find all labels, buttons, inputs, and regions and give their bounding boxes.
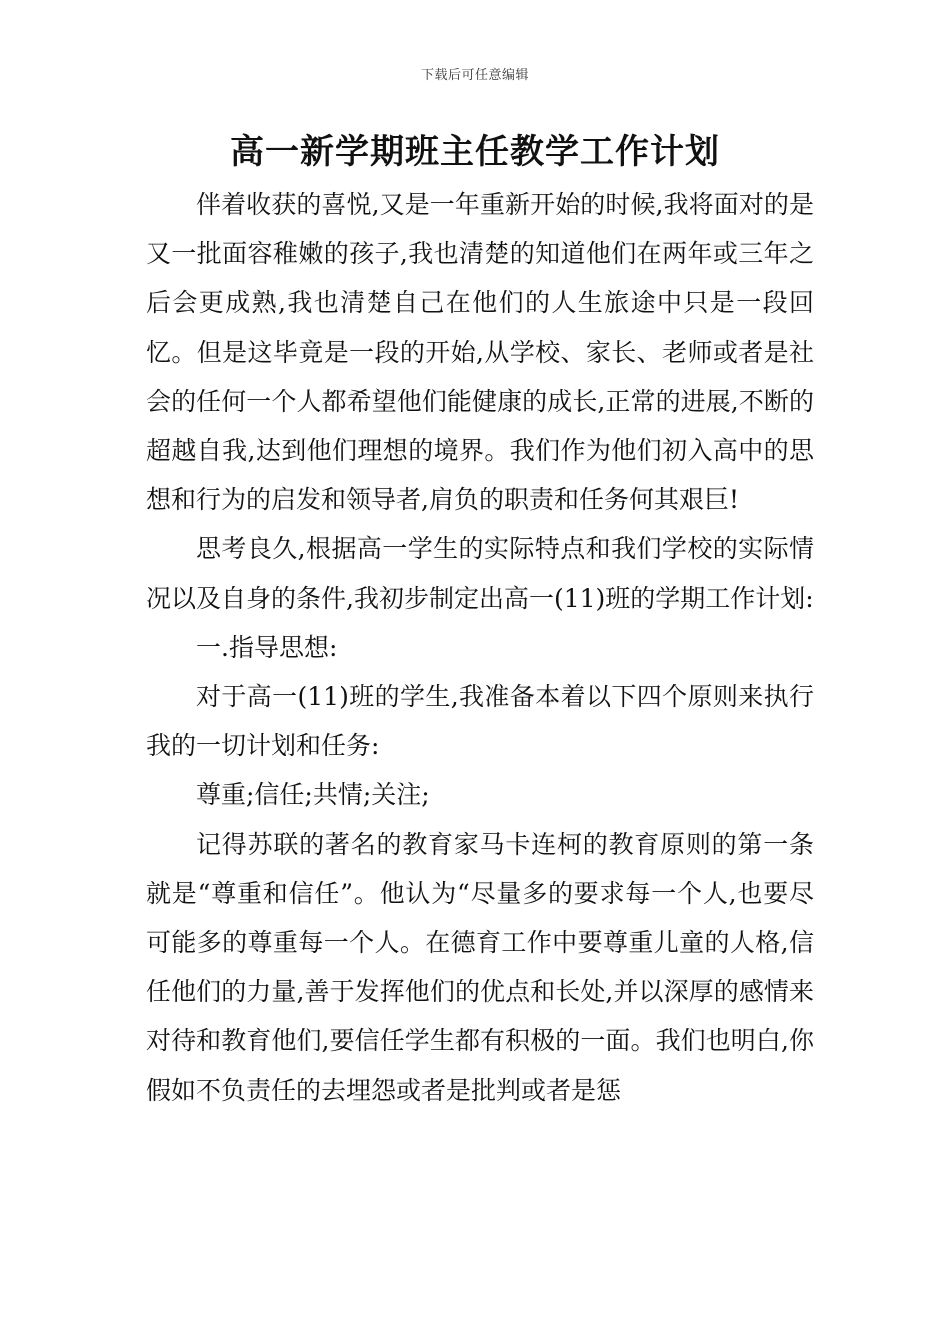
paragraph-principles-list: 尊重;信任;共情;关注; <box>196 780 430 810</box>
paragraph-planning: 思考良久,根据高一学生的实际特点和我们学校的实际情况以及自身的条件,我初步制定出高一(11)班的学期工作计划: <box>146 534 814 613</box>
paragraph-section-heading: 一.指导思想: <box>196 632 338 662</box>
document-title: 高一新学期班主任教学工作计划 <box>230 132 720 172</box>
paragraph-principles-intro: 对于高一(11)班的学生,我准备本着以下四个原则来执行我的一切计划和任务: <box>146 682 814 761</box>
paragraph-makarenko: 记得苏联的著名的教育家马卡连柯的教育原则的第一条就是“尊重和信任”。他认为“尽量多的要求每一个人,也要尽可能多的尊重每一个人。在德育工作中要尊重儿童的人格,信任他们的力量,善于发挥他们的优点和长处,并以深厚的感情来对待和教育他们,要信任学生都有积极的一面。我们也明白,你假如不负责任的去埋怨或者是批判或者是惩 <box>146 829 814 1105</box>
paragraph-intro: 伴着收获的喜悦,又是一年重新开始的时候,我将面对的是又一批面容稚嫩的孩子,我也清楚的知道他们在两年或三年之后会更成熟,我也清楚自己在他们的人生旅途中只是一段回忆。但是这毕竟是一段的开始,从学校、家长、老师或者是社会的任何一个人都希望他们能健康的成长,正常的进展,不断的超越自我,达到他们理想的境界。我们作为他们初入高中的思想和行为的启发和领导者,肩负的职责和任务何其艰巨! <box>146 190 814 515</box>
header-note: 下载后可任意编辑 <box>420 68 529 83</box>
document-body <box>146 180 814 1115</box>
